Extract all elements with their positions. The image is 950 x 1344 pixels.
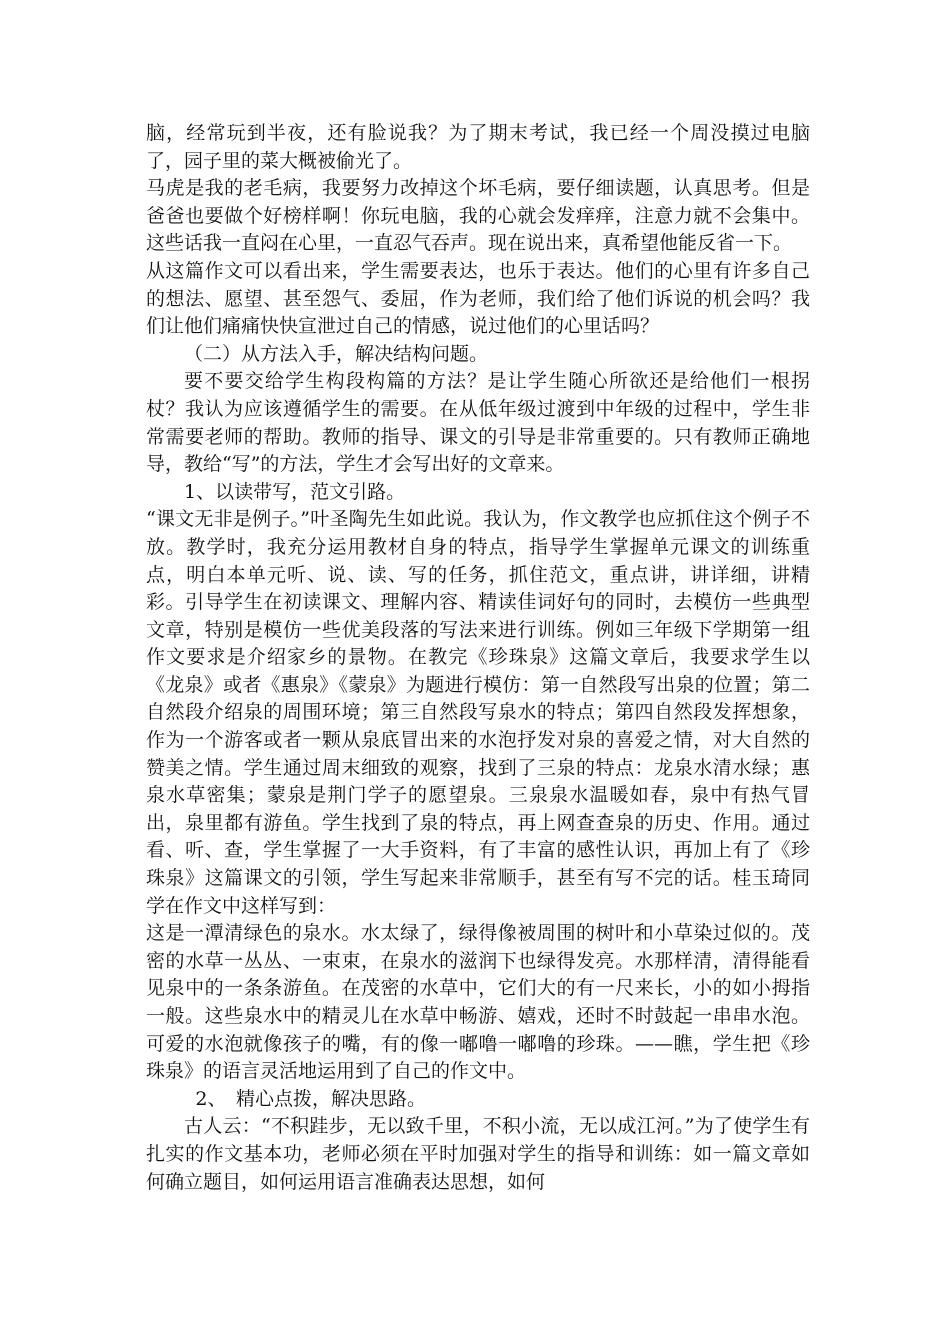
- body-paragraph: 古人云：“不积跬步，无以致千里，不积小流，无以成江河。”为了使学生有扎实的作文基本功，老师必须在平时加强对学生的指导和训练：如一篇文章如何确立题目，如何运用语言准确表达思想，如何: [146, 1115, 810, 1193]
- subsection-heading: 1、以读带写，范文引路。: [184, 480, 406, 503]
- body-paragraph: 从这篇作文可以看出来，学生需要表达，也乐于表达。他们的心里有许多自己的想法、愿望、甚至怨气、委屈，作为老师，我们给了他们诉说的机会吗？我们让他们痛痛快快宣泄过自己的情感，说过他们的心里话吗？: [146, 259, 810, 338]
- document-page: [146, 120, 810, 1196]
- subsection-heading: 2、 精心点拨，解决思路。: [195, 1087, 426, 1110]
- body-paragraph: 这是一潭清绿色的泉水。水太绿了，绿得像被周围的树叶和小草染过似的。茂密的水草一丛丛、一束束，在泉水的滋润下也绿得发亮。水那样清，清得能看见泉中的一条条游鱼。在茂密的水草中，它们大的有一尺来长，小的如小拇指一般。这些泉水中的精灵儿在水草中畅游、嬉戏，还时不时鼓起一串串水泡。可爱的水泡就像孩子的嘴，有的像一嘟噜一嘟噜的珍珠。——瞧，学生把《珍珠泉》的语言灵活地运用到了自己的作文中。: [146, 922, 810, 1083]
- body-paragraph: “课文无非是例子。”叶圣陶先生如此说。我认为，作文教学也应抓住这个例子不放。教学时，我充分运用教材自身的特点，指导学生掌握单元课文的训练重点，明白本单元听、说、读、写的任务，抓住范文，重点讲，讲详细，讲精彩。引导学生在初读课文、理解内容、精读佳词好句的同时，去模仿一些典型文章，特别是模仿一些优美段落的写法来进行训练。例如三年级下学期第一组作文要求是介绍家乡的景物。在教完《珍珠泉》这篇文章后，我要求学生以《龙泉》或者《惠泉》《蒙泉》为题进行模仿：第一自然段写出泉的位置；第二自然段介绍泉的周围环境；第三自然段写泉水的特点；第四自然段发挥想象，作为一个游客或者一颗从泉底冒出来的水泡抒发对泉的喜爱之情，对大自然的赞美之情。学生通过周末细致的观察，找到了三泉的特点：龙泉水清水绿；惠泉水草密集；蒙泉是荆门学子的愿望泉。三泉泉水温暖如春，泉中有热气冒出，泉里都有游鱼。学生找到了泉的特点，再上网查查泉的历史、作用。通过看、听、查，学生掌握了一大手资料，有了丰富的感性认识，再加上有了《珍珠泉》这篇课文的引领，学生写起来非常顺手，甚至有写不完的话。桂玉琦同学在作文中这样写到：: [146, 508, 810, 917]
- section-heading: （二）从方法入手，解决结构问题。: [184, 342, 489, 365]
- body-paragraph: 脑，经常玩到半夜，还有脸说我？为了期末考试，我已经一个周没摸过电脑了，园子里的菜大概被偷光了。: [146, 122, 810, 172]
- body-paragraph: 要不要交给学生构段构篇的方法？是让学生随心所欲还是给他们一根拐杖？我认为应该遵循学生的需要。在从低年级过渡到中年级的过程中，学生非常需要老师的帮助。教师的指导、课文的引导是非常重要的。只有教师正确地导，教给“写”的方法，学生才会写出好的文章来。: [146, 370, 810, 476]
- body-paragraph: 马虎是我的老毛病，我要努力改掉这个坏毛病，要仔细读题，认真思考。但是爸爸也要做个好榜样啊！你玩电脑，我的心就会发痒痒，注意力就不会集中。这些话我一直闷在心里，一直忍气吞声。现在说出来，真希望他能反省一下。: [146, 177, 810, 255]
